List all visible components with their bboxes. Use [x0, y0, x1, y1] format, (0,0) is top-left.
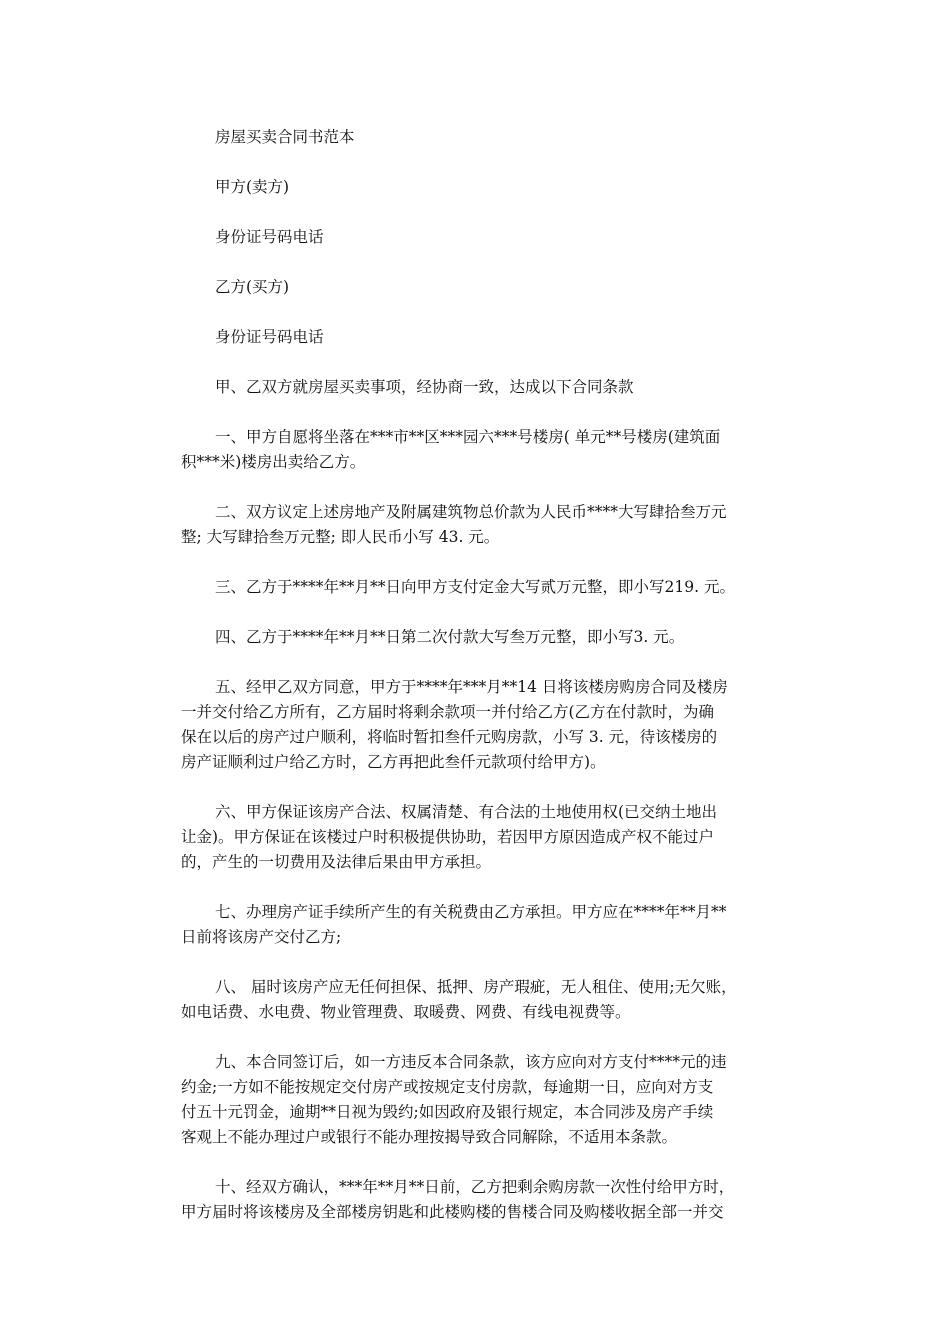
clause-8 — [181, 975, 781, 1025]
clause-line: 六、甲方保证该房产合法、权属清楚、有合法的土地使用权(已交纳土地出 — [215, 803, 718, 821]
clause-line: 付五十元罚金，逾期**日视为毁约;如因政府及银行规定，本合同涉及房产手续 — [181, 1103, 714, 1121]
preamble: 甲、乙双方就房屋买卖事项，经协商一致，达成以下合同条款 — [215, 378, 634, 396]
clause-line: 房产证顺利过户给乙方时，乙方再把此叁仟元款项付给甲方)。 — [181, 753, 606, 771]
clause-line: 十、经双方确认，***年**月**日前，乙方把剩余购房款一次性付给甲方时， — [215, 1178, 735, 1196]
clause-line: 甲方届时将该楼房及全部楼房钥匙和此楼购楼的售楼合同及购楼收据全部一并交 — [181, 1203, 724, 1221]
seller-id-phone: 身份证号码电话 — [215, 228, 324, 246]
clause-line: 积***米)楼房出卖给乙方。 — [181, 453, 366, 471]
clause-line: 日前将该房产交付乙方; — [181, 928, 342, 946]
document-body — [181, 125, 781, 1250]
clause-line: 八、 届时该房产应无任何担保、抵押、房产瑕疵，无人租住、使用;无欠账， — [215, 978, 737, 996]
buyer-id-phone: 身份证号码电话 — [215, 328, 324, 346]
clause-line: 四、乙方于****年**月**日第二次付款大写叁万元整，即小写3. 元。 — [215, 628, 685, 646]
buyer-heading: 乙方(买方) — [215, 278, 290, 296]
clause-7 — [181, 900, 781, 950]
clause-line: 整; 大写肆拾叁万元整; 即人民币小写 43. 元。 — [181, 528, 500, 546]
clause-1 — [181, 425, 781, 475]
clause-line: 一并交付给乙方所有，乙方届时将剩余款项一并付给乙方(乙方在付款时，为确 — [181, 703, 715, 721]
clause-line: 五、经甲乙双方同意，甲方于****年***月**14 日将该楼房购房合同及楼房 — [215, 678, 728, 696]
document-title: 房屋买卖合同书范本 — [215, 128, 355, 146]
clause-line: 三、乙方于****年**月**日向甲方支付定金大写贰万元整，即小写219. 元。 — [215, 578, 735, 596]
clause-line: 客观上不能办理过户或银行不能办理按揭导致合同解除，不适用本条款。 — [181, 1128, 678, 1146]
clause-6 — [181, 800, 781, 875]
clause-line: 约金;一方如不能按规定交付房产或按规定支付房款，每逾期一日，应向对方支 — [181, 1078, 714, 1096]
clause-line: 九、本合同签订后，如一方违反本合同条款，该方应向对方支付****元的违 — [215, 1053, 727, 1071]
clause-line: 如电话费、水电费、物业管理费、取暖费、网费、有线电视费等。 — [181, 1003, 631, 1021]
clause-line: 一、甲方自愿将坐落在***市**区***园六***号楼房( 单元**号楼房(建筑面 — [215, 428, 721, 446]
clause-line: 让金)。甲方保证在该楼过户时积极提供协助，若因甲方原因造成产权不能过户 — [181, 828, 715, 846]
clause-4 — [181, 625, 781, 650]
seller-heading: 甲方(卖方) — [215, 178, 290, 196]
clause-line: 保在以后的房产过户顺利，将临时暂扣叁仟元购房款，小写 3. 元，待该楼房的 — [181, 728, 718, 746]
clause-10 — [181, 1175, 781, 1225]
clause-line: 七、办理房产证手续所产生的有关税费由乙方承担。甲方应在****年**月** — [215, 903, 727, 921]
clause-9 — [181, 1050, 781, 1150]
clause-line: 的，产生的一切费用及法律后果由甲方承担。 — [181, 853, 492, 871]
clause-5 — [181, 675, 781, 775]
clause-2 — [181, 500, 781, 550]
clause-line: 二、双方议定上述房地产及附属建筑物总价款为人民币****大写肆拾叁万元 — [215, 503, 727, 521]
clause-3 — [181, 575, 781, 600]
